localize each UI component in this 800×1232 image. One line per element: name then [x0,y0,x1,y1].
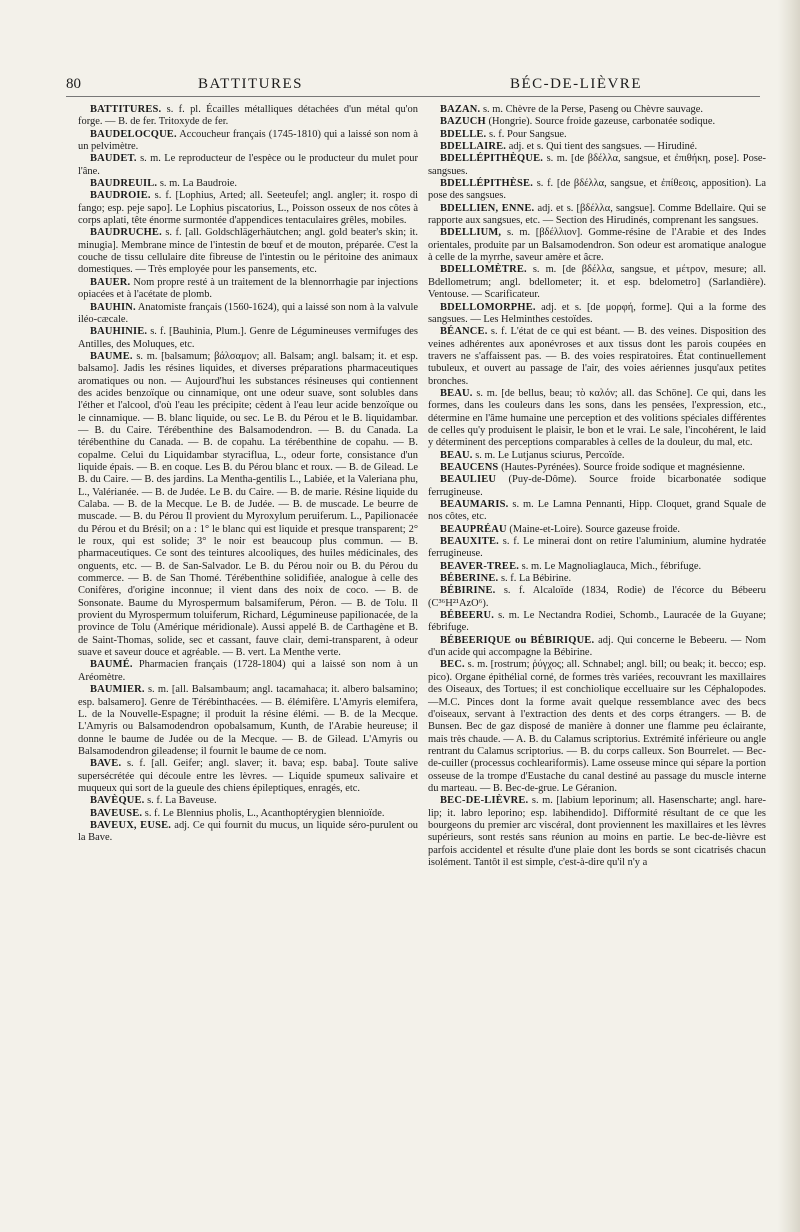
dictionary-entry [428,561,766,573]
dictionary-entry [78,820,418,845]
entry-headword: BEAULIEU [440,474,497,486]
entry-headword: BAVEUSE. [90,807,143,819]
page-number: 80 [66,76,81,92]
entry-definition: s. m. La Baudroie. [157,178,237,190]
entry-headword: BÉBEERU. [440,610,495,622]
entry-definition: s. m. Le reproducteur de l'espèce ou le producteur du mulet pour l'âne. [78,153,418,177]
entry-headword: BAUER. [90,276,131,288]
entry-definition: s. f. [de βδέλλα, sangsue, et ἐπίθεσις, apposition). La pose des sangsues. [428,178,766,202]
entry-headword: BÉBEERIQUE ou BÉBIRIQUE. [440,634,595,646]
entry-headword: BDELLÉPITHÈSE. [440,178,534,190]
dictionary-entry [428,795,766,869]
dictionary-entry [428,388,766,450]
entry-definition: (Hautes-Pyrénées). Source froide sodique et magnésienne. [498,461,745,473]
entry-definition: Pharmacien français (1728-1804) qui a laissé son nom à un Aréomètre. [78,659,418,683]
dictionary-entry [428,203,766,228]
dictionary-entry [428,524,766,536]
entry-headword: BAUHIN. [90,301,136,313]
dictionary-entry [78,795,418,807]
entry-headword: BÉANCE. [440,326,488,338]
header-divider [66,96,760,97]
entry-definition: s. m. [de βδέλλα, sangsue, et μέτρον, mesure; all. Bdellometrum; angl. bdellometer; it. et esp. bdelometro] (Sarlandière). Ventouse. — Scarificateur. [428,264,766,301]
dictionary-entry [428,536,766,561]
entry-headword: BAVÈQUE. [90,795,145,807]
entry-headword: BDELLAIRE. [440,141,507,153]
dictionary-entry [78,302,418,327]
entry-headword: BDELLOMÈTRE. [440,264,527,276]
entry-definition: s. m. [βδέλλιον]. Gomme-résine de l'Arabie et des Indes orientales, produite par un Balsamodendron. Son odeur est aromatique analogue à celle de la myrrhe, saveur amère et âcre. [428,227,766,264]
entry-headword: BAVEUX, EUSE. [90,819,172,831]
entry-headword: BAUDELOCQUE. [90,128,177,140]
entry-headword: BAUDREUIL. [90,178,158,190]
entry-definition: s. f. [Bauhinia, Plum.]. Genre de Légumineuses vermifuges des Antilles, des Moluques, etc. [78,326,418,350]
dictionary-entry [428,573,766,585]
entry-headword: BEAUMARIS. [440,499,509,510]
entry-definition: s. m. [de βδέλλα, sangsue, et ἐπιθήκη, pose]. Pose-sangsues. [428,153,766,177]
dictionary-entry [428,129,766,141]
dictionary-entry [78,104,418,129]
entry-headword: BAUDROIE. [90,190,151,202]
dictionary-entry [78,684,418,758]
entry-definition: Anatomiste français (1560-1624), qui a laissé son nom à la valvule iléo-cæcale. [78,301,418,325]
entry-headword: BEAUXITE. [440,536,499,548]
entry-definition: s. f. pl. Écailles métalliques détachées d'un métal qu'on forge. — B. de fer. Tritoxyde de fer. [78,104,418,128]
dictionary-entry [78,178,418,190]
dictionary-entry [428,635,766,660]
dictionary-entry [78,277,418,302]
entry-definition: s. m. [all. Balsambaum; angl. tacamahaca; it. albero balsamino; esp. balsamero]. Genre de Térébinthacées. — B. élémifère. L'Amyris elemifera, L. de la Nouvelle-Espagne; il produit la résine élémi. — B. de la Mecque. L'Amyris ou Balsamodendron opobalsamum, Kunth, de l'Arabie heureuse; il donne le baume de Judée ou de la Mecque. — B. de Gilead. L'Amyris ou Balsamodendron gileadense; il fournit le baume de ce nom. [78,684,418,757]
entry-headword: BAZUCH [440,116,486,128]
entry-definition: s. m. [labium leporinum; all. Hasenscharte; angl. hare-lip; it. labro leporino; esp. labihendido]. Difformité résultant de ce que les bourgeons du premier arc viscéral, dont proviennent les maxillaires et les lèvres supérieurs, sont restés sans réunion au moins en partie. Le bec-de-lièvre est parfois accidentel et résulte d'une plaie dont les bords se sont cicatrisés chacun isolément. Tantôt il est simple, c'est-à-dire qu'il n'y a [428,795,766,868]
dictionary-entry [78,153,418,178]
entry-definition: s. f. Le minerai dont on retire l'aluminium, alumine hydratée ferrugineuse. [428,536,766,560]
entry-headword: BAUME. [90,350,133,362]
entry-definition: s. m. Chèvre de la Perse, Paseng ou Chèvre sauvage. [480,104,703,115]
entry-definition: (Puy-de-Dôme). Source froide bicarbonatée sodique ferrugineuse. [428,474,766,498]
entry-definition: s. m. Le Magnoliaglauca, Mich., fébrifuge. [519,560,702,572]
entry-headword: BAUHINIE. [90,326,148,338]
entry-headword: BDELLE. [440,128,487,140]
entry-definition: Accoucheur français (1745-1810) qui a laissé son nom à un pelvimètre. [78,128,418,153]
entry-headword: BDELLÉPITHÈQUE. [440,153,544,165]
entry-headword: BAUDRUCHE. [90,227,162,239]
entry-headword: BEC. [440,659,465,671]
entry-definition: s. f. La Baveuse. [144,795,217,807]
page-edge-shadow [778,0,800,1232]
entry-headword: BEAVER-TREE. [440,560,520,572]
entry-headword: BAVE. [90,758,122,770]
entry-headword: BAUMÉ. [90,659,133,671]
dictionary-entry [428,659,766,795]
dictionary-entry [428,610,766,635]
entry-headword: BATTITURES. [90,104,162,115]
entry-definition: adj. et s. Qui tient des sangsues. — Hirudiné. [506,141,698,153]
running-header [66,76,764,102]
entry-definition: s. m. Le Lutjanus sciurus, Percoïde. [472,449,625,461]
entry-definition: s. f. Pour Sangsue. [486,128,567,140]
entry-definition: s. m. Le Lamna Pennanti, Hipp. Cloquet, grand Squale de nos côtes, etc. [428,499,766,523]
entry-definition: (Maine-et-Loire). Source gazeuse froide. [506,523,681,535]
right-column [428,104,766,869]
entry-headword: BÉBERINE. [440,573,499,585]
dictionary-entry [428,462,766,474]
dictionary-entry [428,302,766,327]
dictionary-entry [428,178,766,203]
entry-definition: s. f. [Lophius, Arted; all. Seeteufel; angl. angler; it. rospo di fango; esp. peje sapo]. Le Lophius piscatorius, L., Poisson osseux de nos côtes à corps aplati, tête énorme surmontée d'appendices tentaculaires grêles, mobiles. [78,190,418,227]
dictionary-entry [78,129,418,154]
entry-headword: BDELLIUM, [440,227,502,239]
dictionary-entry [428,116,766,128]
entry-headword: BEAUPRÉAU [440,523,507,535]
entry-definition: s. m. [rostrum; ῥύγχος; all. Schnabel; angl. bill; ou beak; it. becco; esp. pico). Organe épithélial corné, de formes très variées, recouvrant les maxillaires des Oiseaux, des Tortues; il est conchiolique eccelluaire sur les Céphalopodes. —M.C. Pinces dont la forme avait quelque ressemblance avec des becs d'oiseaux, servant à l'extraction des dents et des corps étrangers. — B. de Bunsen. Bec de gaz disposé de manière à donner une flamme peu éclairante, mais très chaude. — A. B. du Calamus scriptorius. Extrémité inférieure ou angle rentrant du Calamus scriptorius. — B. du corps calleux. Son Bourrelet. — Bec-de-cuiller (processus cochleariformis). Lame osseuse mince qui sépare la portion osseuse de la trompe d'Eustache du canal destiné au passage du muscle interne du marteau. — B. Bec-de-grue. Le Géranion. [428,659,766,794]
entry-definition: adj. Qui concerne le Bebeeru. — Nom d'un acide qui accompagne la Bébirine. [428,634,766,659]
entry-definition: s. f. Le Blennius pholis, L., Acanthoptérygien blennioïde. [142,807,385,819]
entry-headword: BEAU. [440,449,473,461]
dictionary-entry [428,153,766,178]
entry-headword: BAUDET. [90,153,137,165]
dictionary-entry [78,351,418,660]
entry-definition: adj. et s. [βδέλλα, sangsue]. Comme Bdellaire. Qui se rapporte aux sangsues, etc. — Section des Hirudinés, comprenant les sangsues. [428,202,766,227]
dictionary-entry [78,326,418,351]
entry-definition: s. m. Le Nectandra Rodiei, Schomb., Lauracée de la Guyane; fébrifuge. [428,610,766,634]
dictionary-entry [78,808,418,820]
dictionary-entry [428,585,766,610]
dictionary-entry [78,190,418,227]
entry-definition: s. m. [balsamum; βάλσαμον; all. Balsam; angl. balsam; it. et esp. balsamo]. Jadis les résines liquides, et diverses préparations pharmaceutiques aromatiques ou non. — Aujourd'hui les substances résineuses qui contiennent des acides benzoïque ou cinnamique, ont une odeur suave, sont solubles dans l'éther et l'alcool, d'où l'eau les précipite; cèdent à l'eau leur acide benzoïque ou le cinnamique. — B. blanc liquide, ou sec. Le B. du Pérou et le B. liquidambar. — B. du Caire. Térébenthine des Balsamodendron. — B. du Canada. La térébenthine du Canada. — B. de copahu. La térébenthine de copahu. — B. copalme. Celui du Liquidambar styraciflua, L., odeur forte, consistance d'un liquide épais. — B. en coque. Les B. du Pérou blanc et roux. — B. de Gilead. Le B. du Caire. — B. des jardins. La Mentha-gentilis L., Labiée, et la Valeriana phu, L., Valérianée. — B. de Judée. Le B. du Caire. — B. de marie. Résine liquide du Calaba. — B. de la Mecque. Le B. de Judée. — B. de muscade. Le beurre de muscade. — B. du Pérou Il provient du Myroxylum peruiferum. L., Papilionacée du Pérou et du Brésil; on a : 1° le blanc qui est liquide et presque transparent; 2° le roux, qui est solide; 3° le noir est beaucoup plus commun. — B. pharmaceutiques. Ce sont des teintures alcooliques, des huiles médicinales, des onguents, etc. — B. de San-Salvador. Le B. du Pérou noir ou B. du Pérou du commerce. — B. de San Thomé. Térébenthine solidifiée, analogue à celle des Conifères, d'origine inconnue; il vient dans des noix de coco. — B. de Sonsonate. Baume du Myrospermum balsamiferum, Péron. — B. de Tolu. Il provient du Myrospermum toluiferum, Richard, Légumineuse papilionacée, de la province de Tolu (Amérique méridionale). Aussi appelé B. de Carthagène et B. de Saint-Thomas, solide, sec et cassant, fauve clair, demi-transparent, à odeur suave et saveur douce et agréable. — B. vert. La Menthe verte. [78,350,418,659]
entry-headword: BEAUCENS [440,461,499,473]
dictionary-entry [78,758,418,795]
entry-definition: s. f. La Bébirine. [498,573,572,585]
entry-headword: BEAU. [440,387,473,399]
right-running-head: BÉC-DE-LIÈVRE [510,76,642,92]
left-column [78,104,418,845]
entry-headword: BAZAN. [440,104,481,115]
dictionary-entry [428,227,766,264]
entry-definition: s. f. [all. Geifer; angl. slaver; it. bava; esp. baba]. Toute salive supersécrétée qui découle entre les lèvres. — Liquide spumeux salivaire et muqueux qui sort de la gueule des chiens épileptiques, enragés, etc. [78,758,418,794]
left-running-head: BATTITURES [198,76,303,92]
entry-definition: s. m. [de bellus, beau; τὸ καλόν; all. das Schöne]. Ce qui, dans les formes, dans les couleurs dans les sons, dans les pensées, l'expression, etc., détermine en l'âme humaine une perception et des volitions spéciales différentes de celles qu'y produisent le plaisir, le bon et le vrai. Le sale, l'incohérent, le laid y déterminent des perceptions comparables à celles de la douleur, du mal, etc. [428,387,766,449]
entry-definition: s. f. [all. Goldschlägerhäutchen; angl. gold beater's skin; it. minugia]. Membrane mince de l'intestin de bœuf et de mouton, préparée. C'est la couche de tissu cellulaire dite fibreuse de l'intestin ou le péritoine des animaux domestiques. — Très employée pour les pansements, etc. [78,227,418,276]
dictionary-entry [78,659,418,684]
entry-headword: BÉBIRINE. [440,585,496,597]
entry-definition: Nom propre resté à un traitement de la blennorrhagie par injections opiacées et à l'acétate de plomb. [78,276,418,301]
dictionary-entry [78,227,418,276]
dictionary-entry [428,141,766,153]
dictionary-entry [428,326,766,388]
entry-definition: (Hongrie). Source froide gazeuse, carbonatée sodique. [485,116,716,128]
entry-definition: adj. et s. [de μορφή, forme]. Qui a la forme des sangsues. — Les Helminthes cestoïdes. [428,301,766,325]
entry-definition: s. f. Alcaloïde (1834, Rodie) de l'écorce du Bébeeru (C³⁶H²¹AzO⁶). [428,585,766,609]
dictionary-entry [428,450,766,462]
dictionary-entry [428,264,766,301]
entry-headword: BAUMIER. [90,684,145,696]
dictionary-entry [428,474,766,499]
dictionary-entry [428,499,766,524]
entry-headword: BDELLOMORPHE. [440,301,536,313]
dictionary-entry [428,104,766,116]
entry-headword: BEC-DE-LIÈVRE. [440,795,529,807]
entry-definition: adj. Ce qui fournit du mucus, un liquide séro-purulent ou la Bave. [78,819,419,844]
entry-definition: s. f. L'état de ce qui est béant. — B. des veines. Disposition des veines adhérentes aux aponévroses et aux tissus dont les parois coupées en travers ne s'affaissent pas. — B. des voies respiratoires. État continuellement tubuleux, et ouvert au passage de l'air, des voies aériennes jusqu'aux petites bronches. [428,326,766,387]
entry-headword: BDELLIEN, ENNE. [440,202,535,214]
